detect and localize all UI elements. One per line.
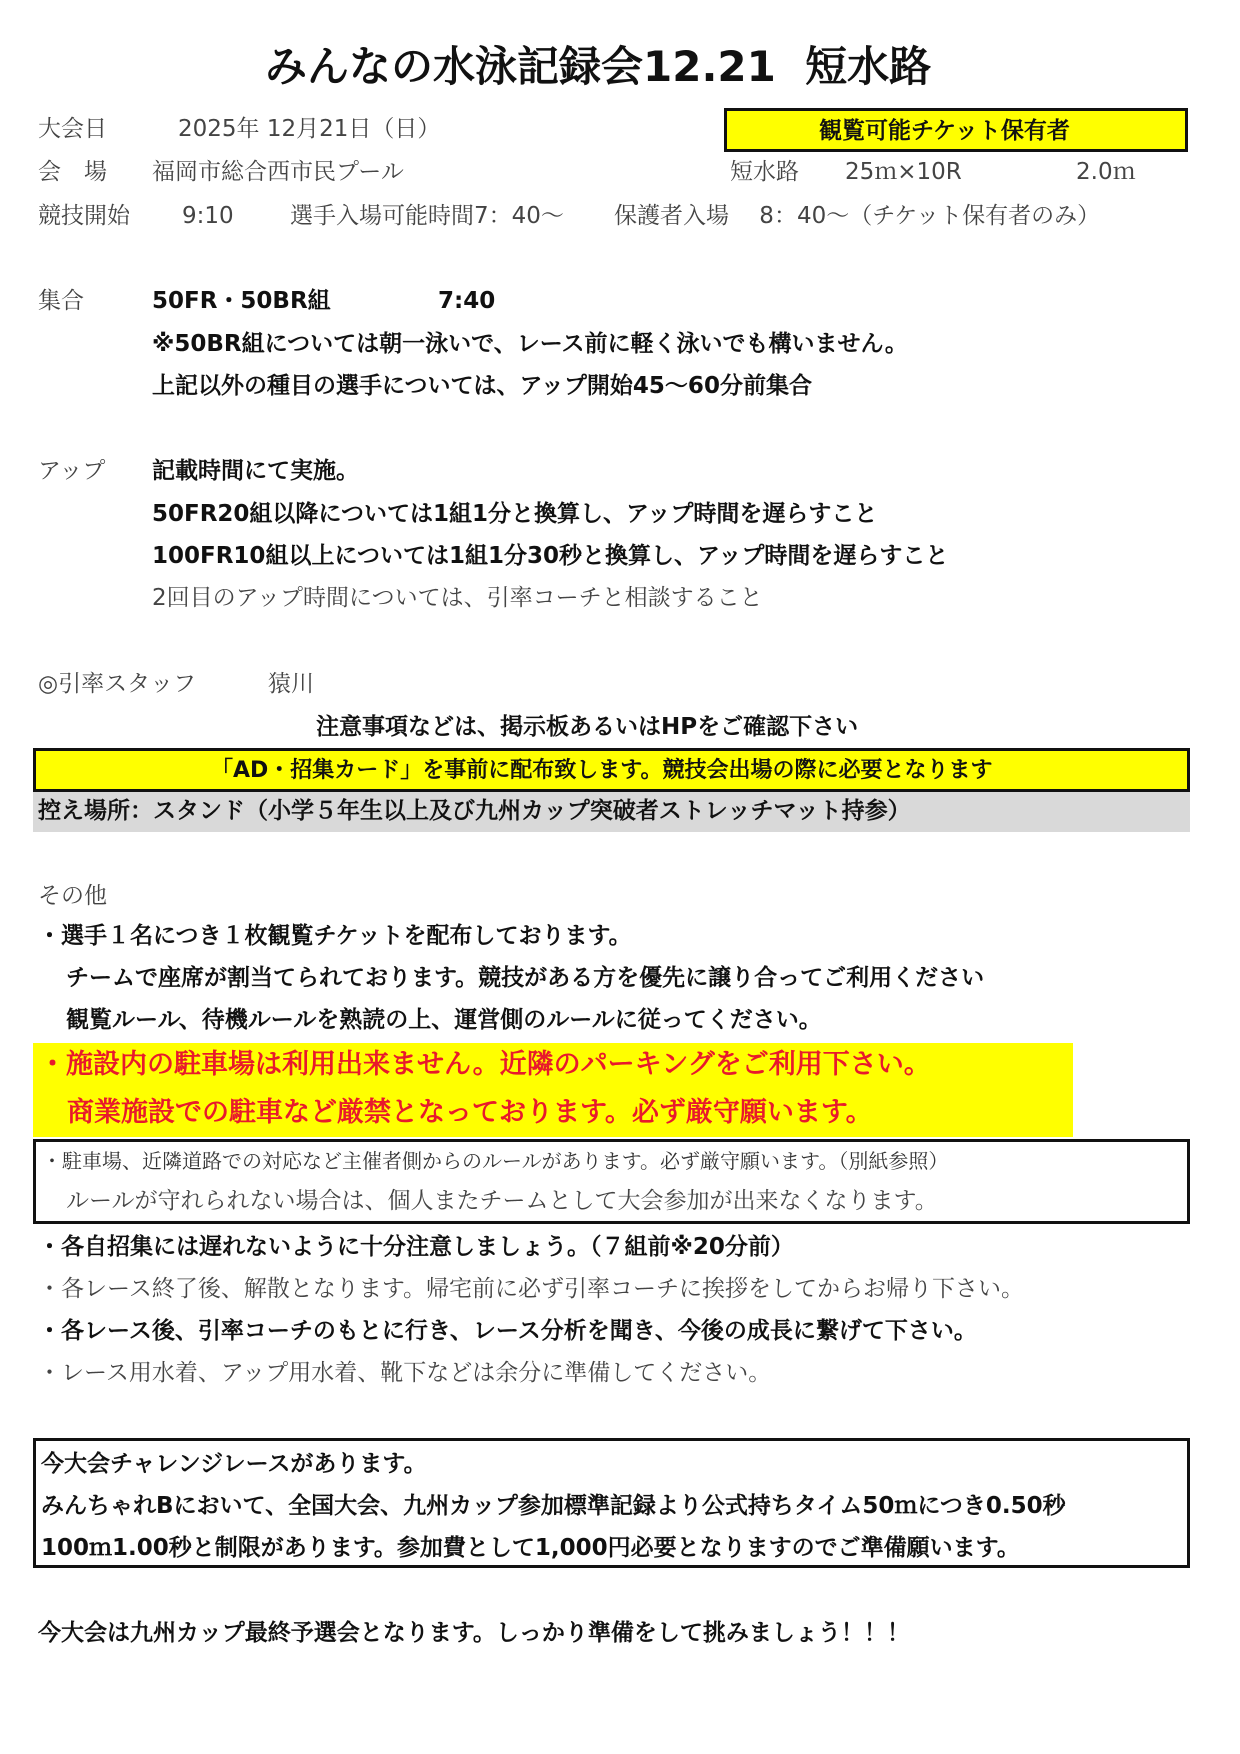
rules-line-1: ・駐車場、近隣道路での対応など主催者側からのルールがあります。必ず厳守願います。（別紙参照） <box>42 1149 949 1173</box>
warmup-line-1: 記載時間にて実施。 <box>152 458 359 484</box>
assembly-label: 集合 <box>38 288 84 314</box>
assembly-group: 50FR・50BR組 <box>152 288 331 314</box>
staff-name: 猿川 <box>268 671 314 697</box>
ticket-badge <box>724 108 1188 152</box>
parking-warning-2: 商業施設での駐車など厳禁となっております。必ず厳守願います。 <box>67 1097 873 1128</box>
venue-value: 福岡市総合西市民プール <box>152 159 404 185</box>
start-label: 競技開始 <box>38 203 130 229</box>
challenge-line-1: 今大会チャレンジレースがあります。 <box>41 1451 427 1477</box>
notice-text: 注意事項などは、掲示板あるいはHPをご確認下さい <box>316 714 859 740</box>
pool-depth: 2.0ｍ <box>1076 159 1136 185</box>
date-label: 大会日 <box>38 116 107 142</box>
athlete-entry: 選手入場可能時間7：40～ <box>290 203 564 229</box>
assembly-note-2: 上記以外の種目の選手については、アップ開始45～60分前集合 <box>152 373 812 399</box>
analysis-notice: ・各レース後、引率コーチのもとに行き、レース分析を聞き、今後の成長に繋げて下さい。 <box>38 1318 977 1344</box>
disperse-notice: ・各レース終了後、解散となります。帰宅前に必ず引率コーチに挨拶をしてからお帰り下さい。 <box>38 1276 1025 1302</box>
other-label: その他 <box>38 883 107 909</box>
ad-card-notice-text: 「AD・招集カード」を事前に配布致します。競技会出場の際に必要となります <box>211 758 993 783</box>
parking-warning-1: ・施設内の駐車場は利用出来ません。近隣のパーキングをご利用下さい。 <box>39 1049 931 1080</box>
pool-lanes: 25ｍ×10R <box>845 159 962 185</box>
rules-box <box>33 1139 1190 1224</box>
challenge-line-3: 100ｍ1.00秒と制限があります。参加費として1,000円必要となりますのでご準備願います。 <box>41 1535 1020 1561</box>
rules-line-2: ルールが守れられない場合は、個人またチームとして大会参加が出来なくなります。 <box>66 1188 938 1214</box>
ticket-line-3: 観覧ルール、待機ルールを熟読の上、運営側のルールに従ってください。 <box>66 1007 822 1033</box>
warmup-line-3: 100FR10組以上については1組1分30秒と換算し、アップ時間を遅らすこと <box>152 543 949 569</box>
assembly-note-1: ※50BR組については朝一泳いで、レース前に軽く泳いでも構いません。 <box>152 331 908 357</box>
pool-label: 短水路 <box>730 159 799 185</box>
ticket-badge-text: 観覧可能チケット保有者 <box>819 118 1070 144</box>
closing-message: 今大会は九州カップ最終予選会となります。しっかり準備をして挑みましょう！！！ <box>38 1620 910 1646</box>
assembly-time: 7:40 <box>438 288 496 314</box>
call-notice: ・各自招集には遅れないように十分注意しましょう。（７組前※20分前） <box>38 1234 794 1260</box>
warmup-line-4: 2回目のアップ時間については、引率コーチと相談すること <box>152 585 763 611</box>
challenge-line-2: みんちゃれBにおいて、全国大会、九州カップ参加標準記録より公式持ちタイム50ｍにつき0.50秒 <box>41 1493 1066 1519</box>
guardian-entry: 保護者入場 8：40～（チケット保有者のみ） <box>614 203 1101 229</box>
ad-card-notice-box <box>33 748 1190 792</box>
warmup-line-2: 50FR20組以降については1組1分と換算し、アップ時間を遅らすこと <box>152 501 878 527</box>
page-title: みんなの水泳記録会12.21 短水路 <box>265 42 932 91</box>
waiting-area-band <box>33 792 1190 832</box>
date-value: 2025年 12月21日（日） <box>178 116 441 142</box>
venue-label: 会 場 <box>38 159 107 185</box>
warmup-label: アップ <box>38 458 106 484</box>
swimwear-notice: ・レース用水着、アップ用水着、靴下などは余分に準備してください。 <box>38 1360 772 1386</box>
parking-warning-box <box>33 1043 1073 1137</box>
staff-label: ◎引率スタッフ <box>38 671 197 697</box>
waiting-area-text: 控え場所：スタンド（小学５年生以上及び九州カップ突破者ストレッチマット持参） <box>38 798 911 824</box>
start-time: 9:10 <box>182 203 234 229</box>
ticket-line-2: チームで座席が割当てられております。競技がある方を優先に譲り合ってご利用ください <box>66 965 985 991</box>
ticket-line-1: ・選手１名につき１枚観覧チケットを配布しております。 <box>38 923 632 949</box>
challenge-box <box>33 1438 1190 1568</box>
